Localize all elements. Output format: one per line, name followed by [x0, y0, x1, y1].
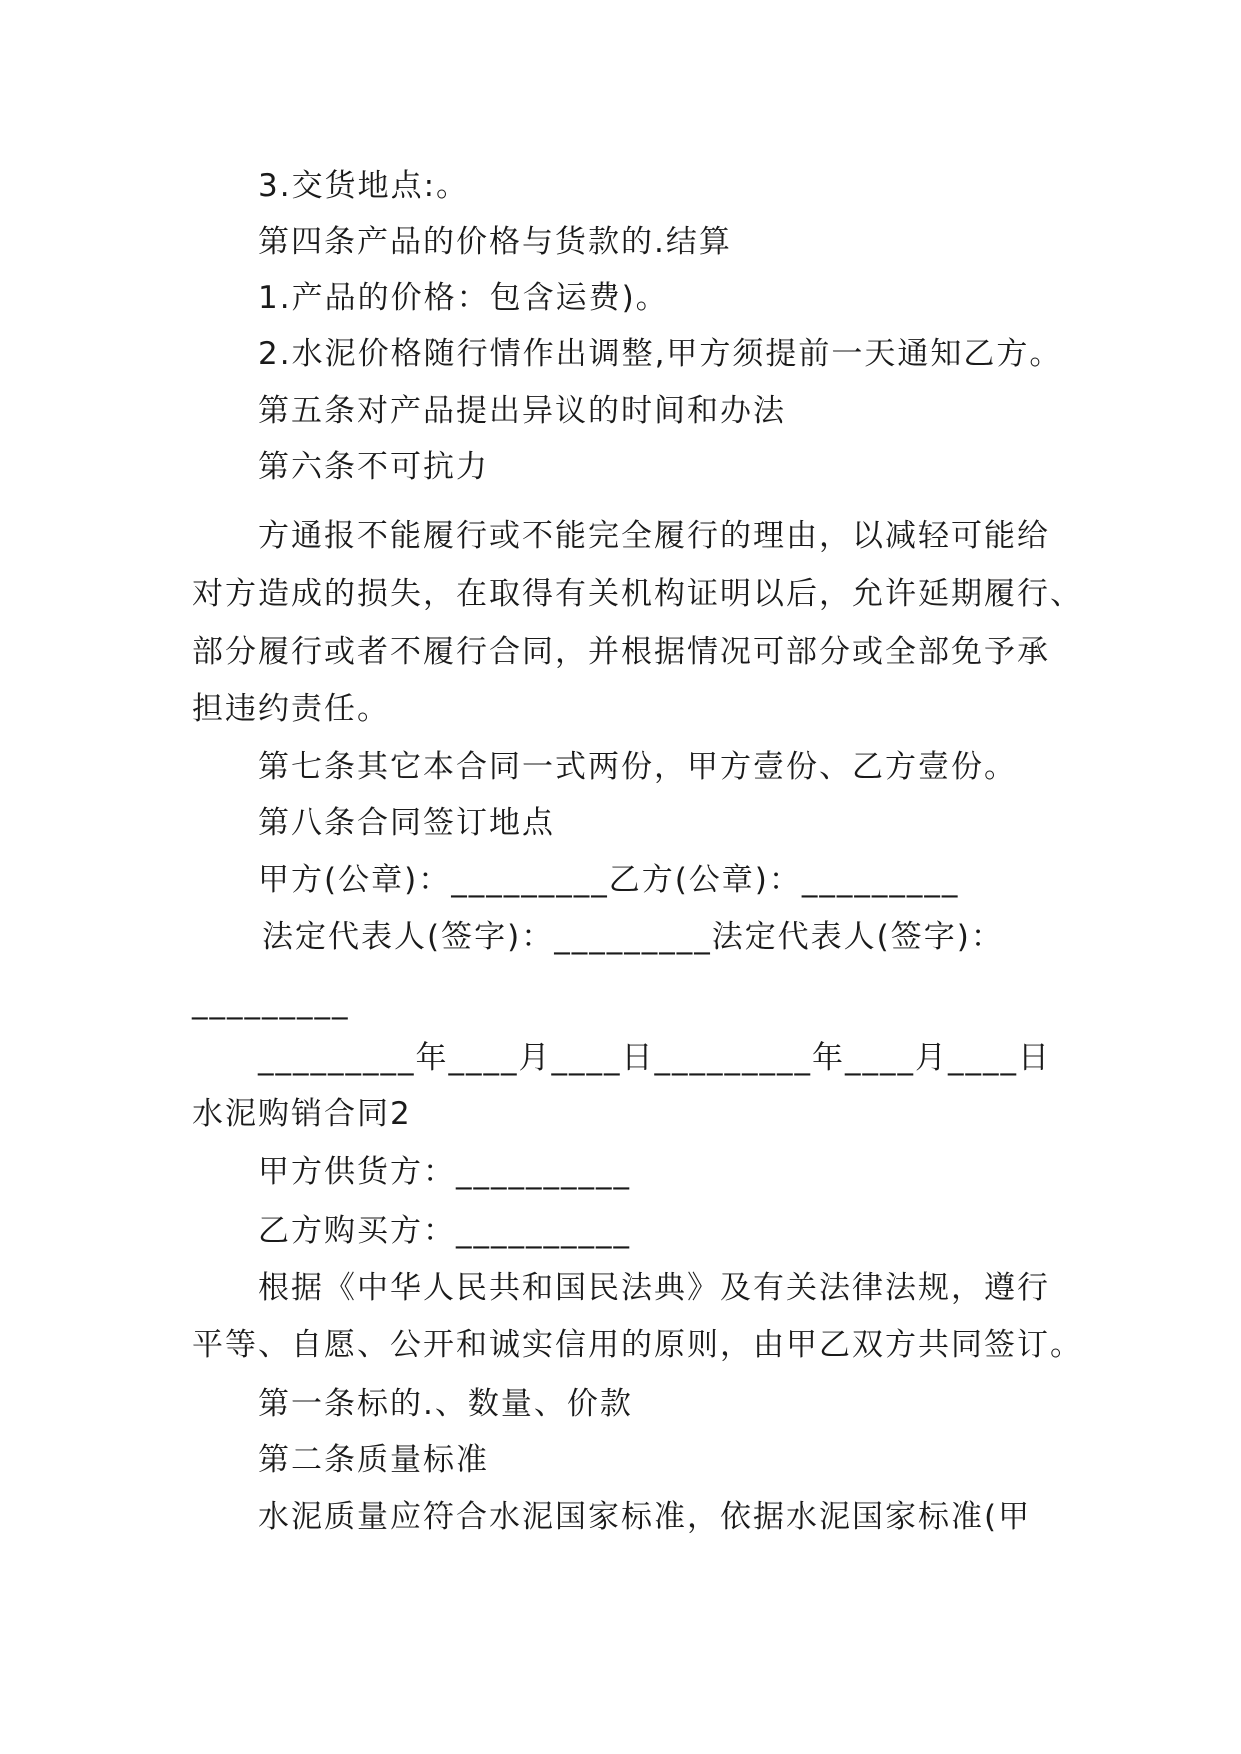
party-seal-line: 甲方(公章)：_________乙方(公章)：_________	[258, 862, 960, 898]
article-7-line: 第七条其它本合同一式两份，甲方壹份、乙方壹份。	[258, 749, 1017, 785]
force-majeure-paragraph-line-3: 部分履行或者不履行合同，并根据情况可部分或全部免予承	[192, 634, 1050, 670]
legal-basis-paragraph-line-2: 平等、自愿、公开和诚实信用的原则，由甲乙双方共同签订。	[192, 1327, 1083, 1363]
article-4-heading: 第四条产品的价格与货款的.结算	[258, 224, 732, 260]
legal-representative-line: 法定代表人(签字)：_________法定代表人(签字)：	[262, 919, 1004, 955]
quality-standard-line: 水泥质量应符合水泥国家标准，依据水泥国家标准(甲	[258, 1499, 1032, 1535]
force-majeure-paragraph-line-4: 担违约责任。	[192, 691, 390, 727]
force-majeure-paragraph-line-2: 对方造成的损失，在取得有关机构证明以后，允许延期履行、	[192, 576, 1083, 612]
contract-2-title: 水泥购销合同2	[192, 1096, 412, 1132]
party-a-supplier-line: 甲方供货方：__________	[258, 1154, 631, 1190]
delivery-location-line: 3.交货地点:。	[258, 168, 470, 204]
article-2-heading: 第二条质量标准	[258, 1442, 489, 1478]
article-6-heading: 第六条不可抗力	[258, 449, 489, 485]
party-b-buyer-line: 乙方购买方：__________	[258, 1213, 631, 1249]
force-majeure-paragraph-line-1: 方通报不能履行或不能完全履行的理由，以减轻可能给	[258, 518, 1050, 554]
article-8-heading: 第八条合同签订地点	[258, 805, 555, 841]
price-adjustment-line: 2.水泥价格随行情作出调整,甲方须提前一天通知乙方。	[258, 336, 1063, 372]
signing-date-line: _________年____月____日_________年____月____日	[258, 1040, 1051, 1076]
legal-basis-paragraph-line-1: 根据《中华人民共和国民法典》及有关法律法规，遵行	[258, 1270, 1050, 1306]
article-5-heading: 第五条对产品提出异议的时间和办法	[258, 393, 786, 429]
representative-signature-blank: _________	[192, 984, 350, 1020]
product-price-line: 1.产品的价格：包含运费)。	[258, 280, 669, 316]
article-1-heading: 第一条标的.、数量、价款	[258, 1386, 633, 1422]
